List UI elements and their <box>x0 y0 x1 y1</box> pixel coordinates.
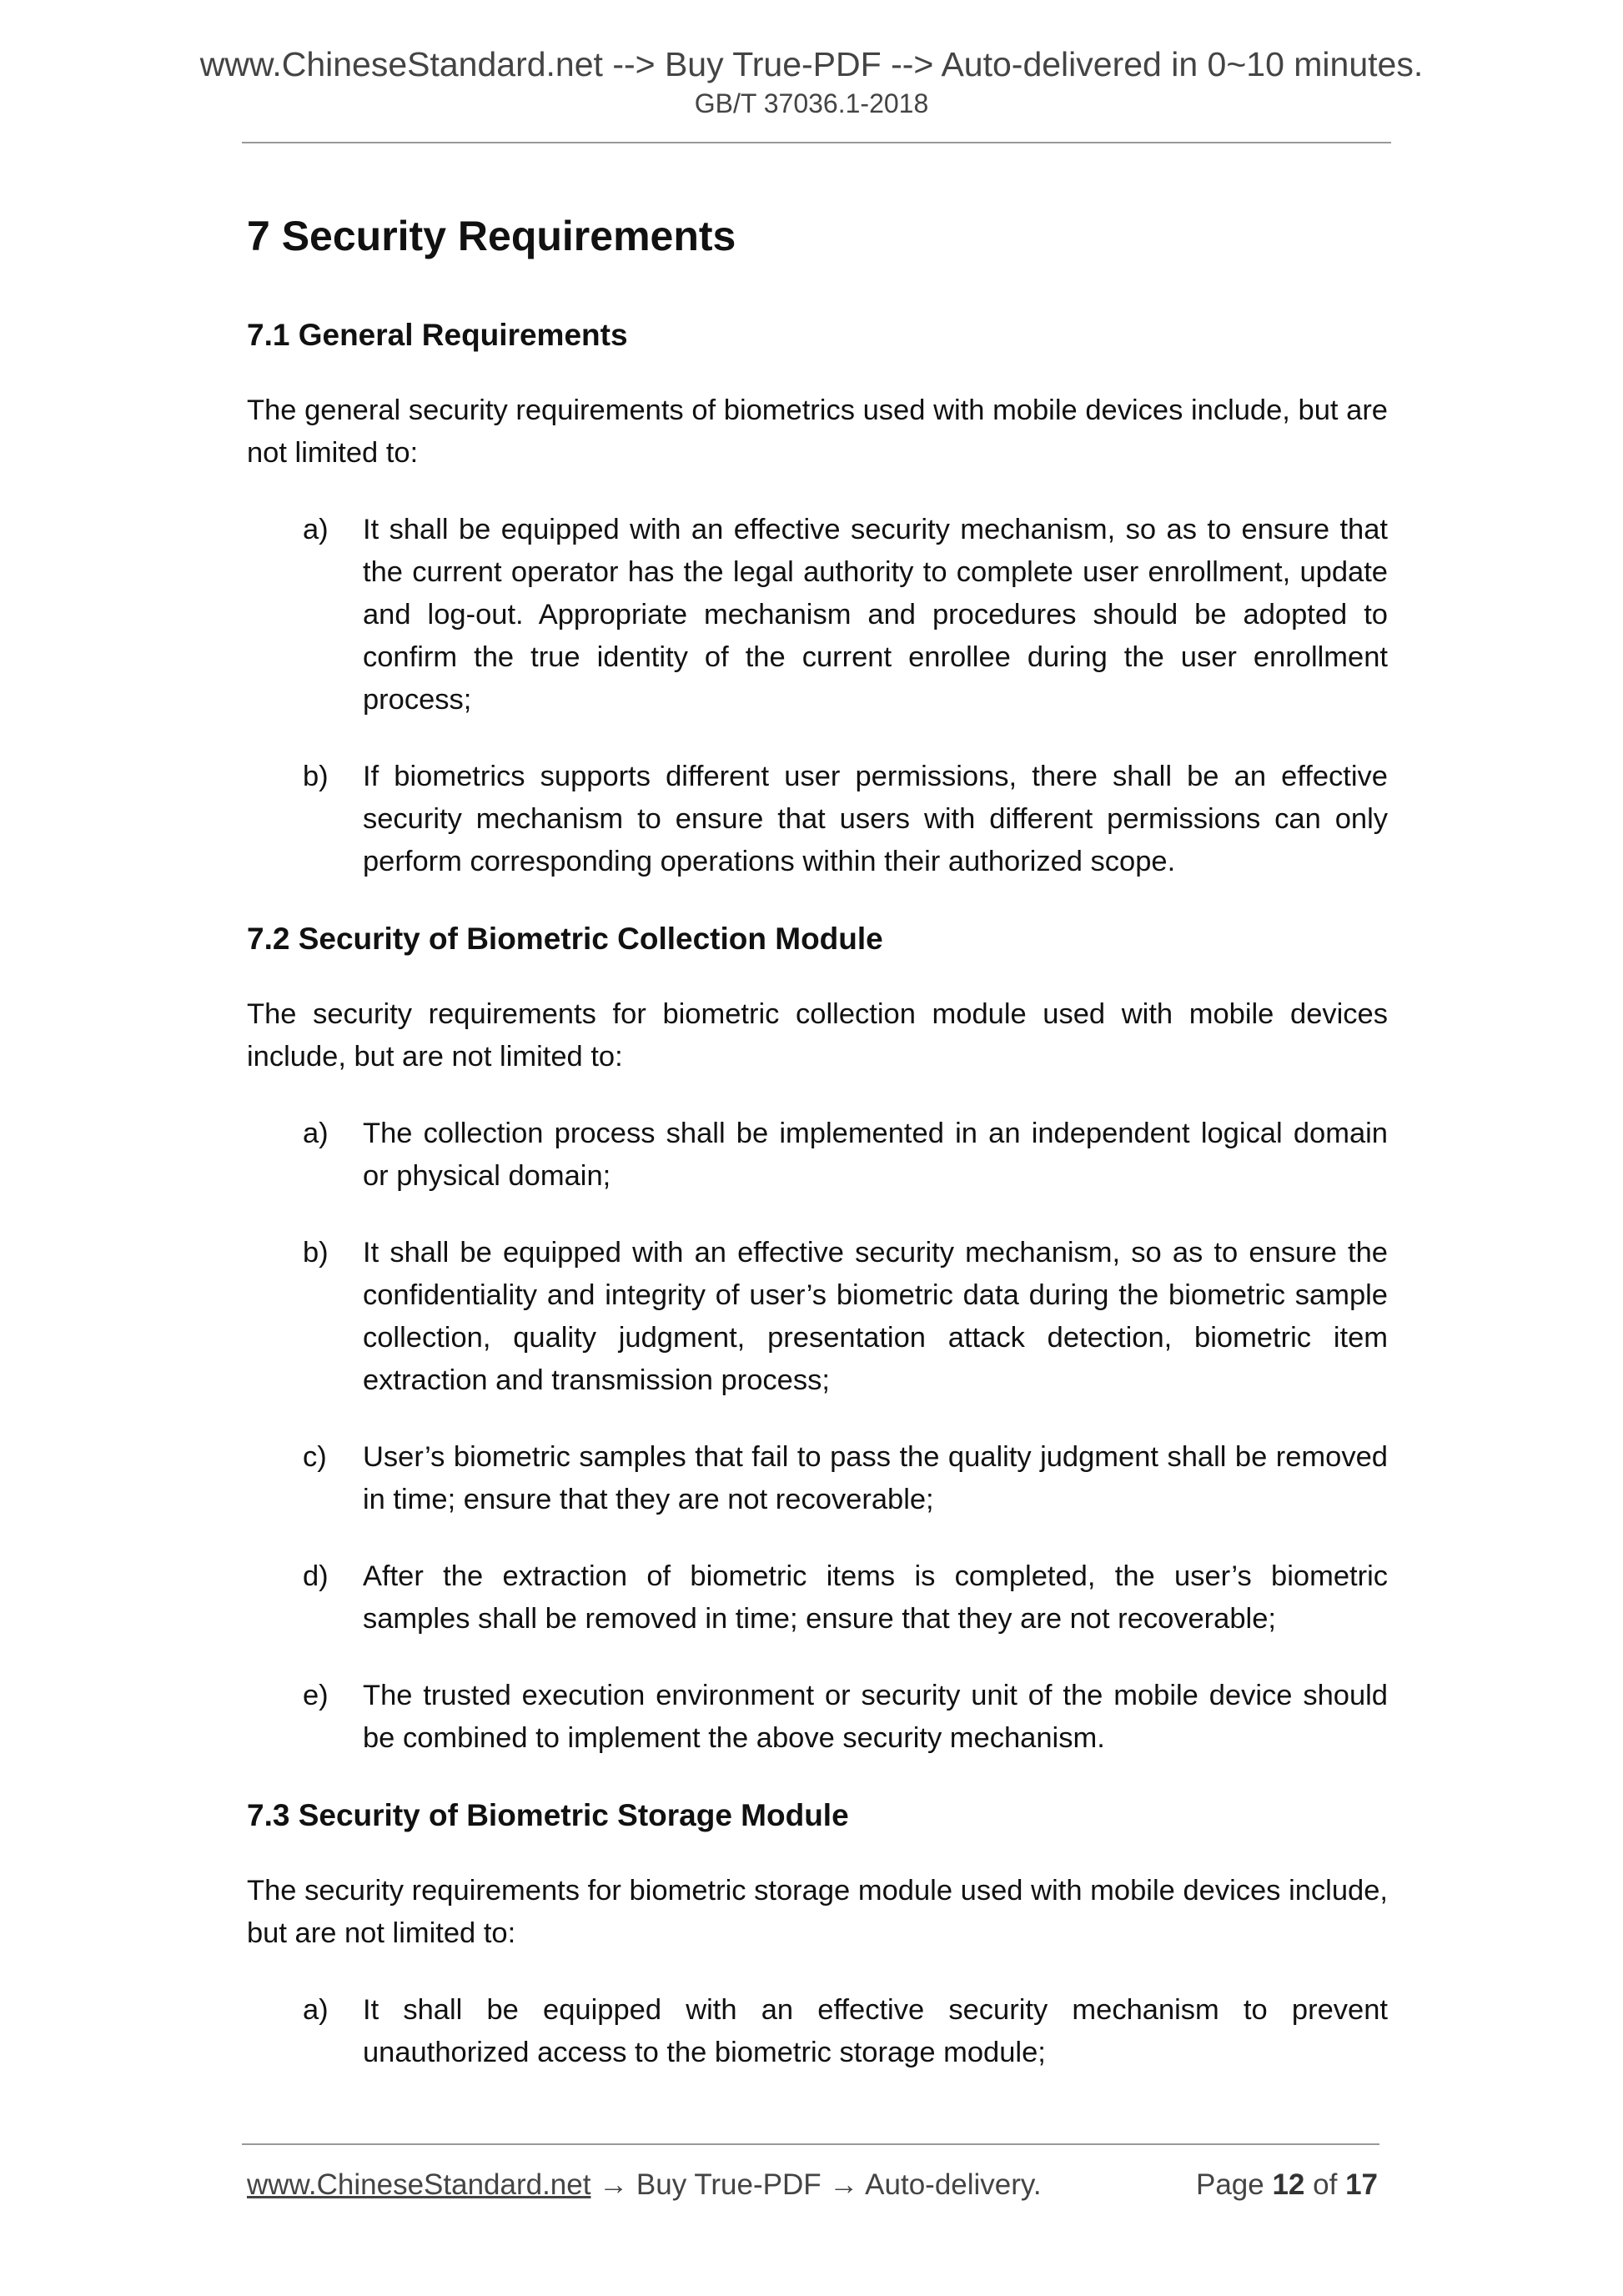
list-item <box>247 1989 1388 2074</box>
list-label: a) <box>303 1994 329 2026</box>
list-label: e) <box>303 1680 329 1711</box>
list-label: c) <box>303 1441 327 1473</box>
list-item <box>247 756 1388 883</box>
list-label: a) <box>303 1118 329 1149</box>
section-intro: The security requirements for biometric storage module used with mobile devices include, but are not limited to: <box>247 1875 1388 1949</box>
section-heading: 7.2 Security of Biometric Collection Module <box>247 922 883 956</box>
list-label: b) <box>303 1237 329 1269</box>
list-text: It shall be equipped with an effective security mechanism, so as to ensure the confidentiality and integrity of user’s biometric data during the biometric sample collection, quality judgment, presentation attack detection, biometric item extraction and transmission process; <box>363 1237 1388 1396</box>
section <box>247 314 1388 883</box>
header-banner: www.ChineseStandard.net --> Buy True-PDF --> Auto-delivered in 0~10 minutes. <box>199 45 1424 83</box>
footer-left <box>247 2166 1042 2204</box>
footer-link[interactable]: www.ChineseStandard.net <box>247 2168 591 2201</box>
chapter-title: 7 Security Requirements <box>247 213 736 259</box>
footer <box>247 2166 1378 2204</box>
list-text: It shall be equipped with an effective security mechanism to prevent unauthorized access to the biometric storage module; <box>363 1994 1388 2068</box>
footer-divider <box>242 2143 1379 2145</box>
list-item <box>247 1436 1388 1521</box>
page-indicator: Page 12 of 17 <box>1195 2168 1378 2201</box>
current-page: 12 <box>1272 2168 1305 2201</box>
list-text: User’s biometric samples that fail to pass the quality judgment shall be removed in time; ensure that they are not recoverable; <box>363 1441 1388 1515</box>
list-item <box>247 1232 1388 1402</box>
list-text: It shall be equipped with an effective security mechanism, so as to ensure that the current operator has the legal authority to complete user enrollment, update and log-out. Appropriate mechanism and procedures should be adopted to confirm the true identity of the current enrollee during the user enrollment process; <box>363 514 1388 716</box>
list-item <box>247 1113 1388 1198</box>
list-item <box>247 509 1388 721</box>
list-label: a) <box>303 514 329 545</box>
standard-number: GB/T 37036.1-2018 <box>694 88 929 118</box>
list-label: d) <box>303 1560 329 1592</box>
list-text: After the extraction of biometric items is completed, the user’s biometric samples shall be removed in time; ensure that they are not recoverable; <box>363 1560 1388 1635</box>
document-body <box>247 207 1388 2108</box>
section-intro: The general security requirements of biometrics used with mobile devices include, but are not limited to: <box>247 394 1388 469</box>
list-text: If biometrics supports different user permissions, there shall be an effective security mechanism to ensure that users with different permissions can only perform corresponding operations within their authorized scope. <box>363 761 1388 877</box>
section-intro: The security requirements for biometric collection module used with mobile devices include, but are not limited to: <box>247 998 1388 1073</box>
list-label: b) <box>303 761 329 792</box>
list-text: The trusted execution environment or security unit of the mobile device should be combined to implement the above security mechanism. <box>363 1680 1388 1754</box>
header-divider <box>242 142 1391 143</box>
footer-text: → Buy True-PDF → Auto-delivery. <box>590 2168 1042 2201</box>
list-text: The collection process shall be implemented in an independent logical domain or physical domain; <box>363 1118 1388 1192</box>
section <box>247 1794 1388 2074</box>
total-pages: 17 <box>1345 2168 1378 2201</box>
section-heading: 7.1 General Requirements <box>247 318 628 352</box>
list-item <box>247 1675 1388 1760</box>
list-item <box>247 1555 1388 1640</box>
section-heading: 7.3 Security of Biometric Storage Module <box>247 1798 849 1832</box>
section <box>247 917 1388 1760</box>
